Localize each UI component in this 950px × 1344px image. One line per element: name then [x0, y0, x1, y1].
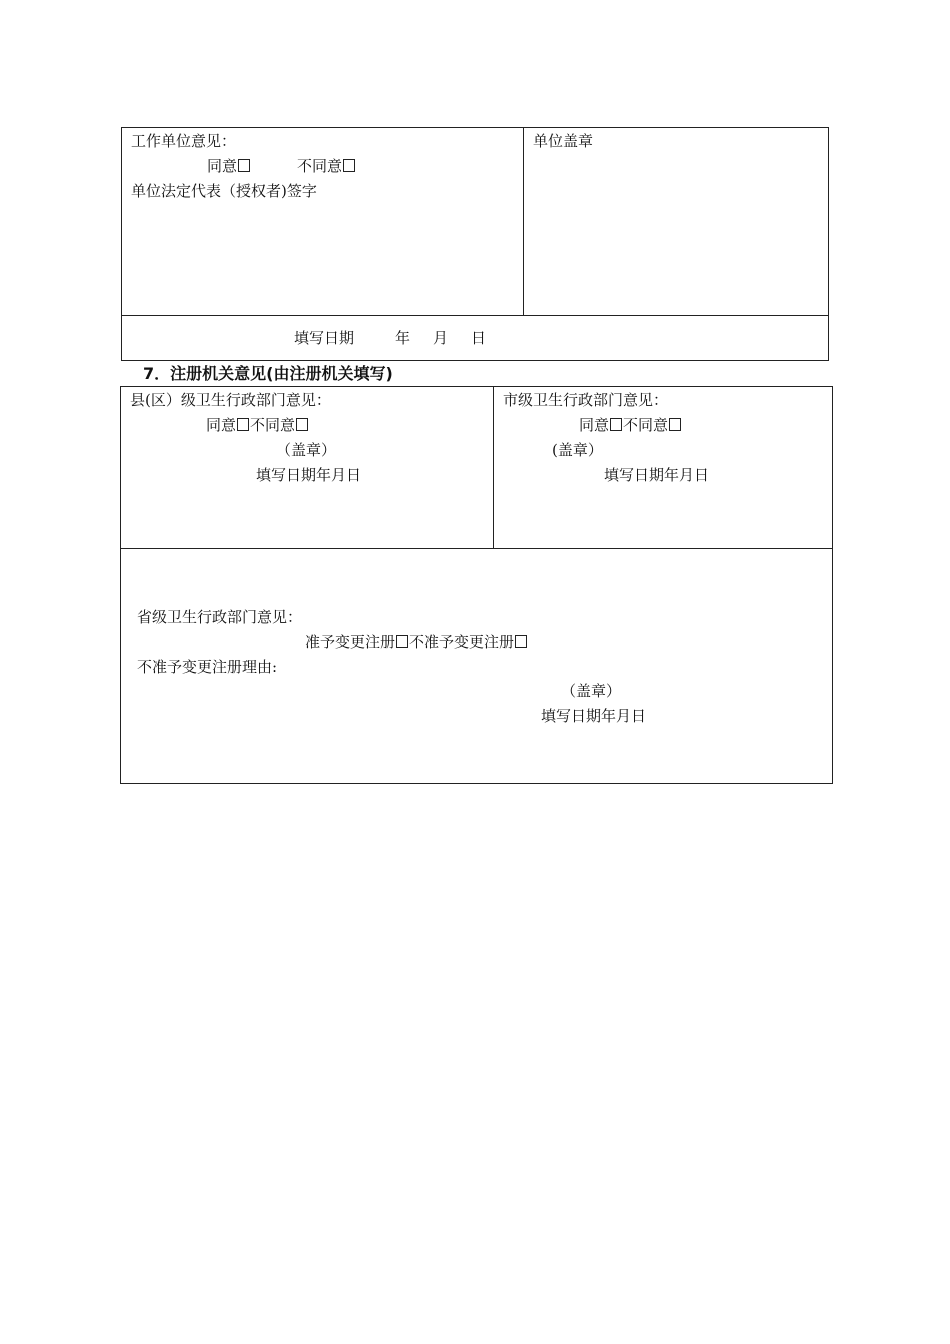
reject-checkbox[interactable] — [515, 635, 527, 648]
county-agree-label: 同意 — [206, 416, 237, 434]
county-options — [206, 415, 309, 435]
registration-vertical-divider — [493, 386, 494, 549]
province-date: 填写日期年月日 — [541, 707, 647, 725]
unit-agree-option[interactable] — [207, 156, 251, 176]
province-opinion-label: 省级卫生行政部门意见： — [137, 608, 303, 626]
unit-seal-label: 单位盖章 — [533, 132, 594, 150]
county-seal: （盖章） — [276, 441, 337, 459]
registration-table — [120, 386, 833, 784]
city-disagree-label: 不同意 — [623, 416, 669, 434]
county-date: 填写日期年月日 — [256, 466, 362, 484]
unit-disagree-option[interactable] — [297, 156, 356, 176]
unit-date-label: 填写日期 — [294, 329, 355, 347]
disagree-label: 不同意 — [297, 157, 343, 175]
county-disagree-checkbox[interactable] — [296, 418, 308, 431]
section-heading: 7．注册机关意见(由注册机关填写) — [143, 364, 393, 383]
agree-label: 同意 — [207, 157, 238, 175]
city-agree-label: 同意 — [579, 416, 610, 434]
reject-label: 不准予变更注册 — [409, 633, 515, 651]
province-options — [305, 632, 528, 652]
unit-opinion-label: 工作单位意见： — [131, 132, 237, 150]
unit-date-year: 年 — [395, 329, 411, 347]
unit-date-month: 月 — [433, 329, 449, 347]
signature-label: 单位法定代表（授权者)签字 — [131, 182, 317, 200]
city-disagree-checkbox[interactable] — [669, 418, 681, 431]
city-options — [579, 415, 682, 435]
province-seal: （盖章） — [561, 682, 622, 700]
reject-reason-label: 不准予变更注册理由: — [137, 658, 278, 676]
county-disagree-label: 不同意 — [250, 416, 296, 434]
approve-label: 准予变更注册 — [305, 633, 396, 651]
city-date: 填写日期年月日 — [604, 466, 710, 484]
county-opinion-label: 县(区）级卫生行政部门意见： — [130, 391, 331, 409]
county-agree-checkbox[interactable] — [237, 418, 249, 431]
city-seal: (盖章） — [552, 441, 603, 459]
registration-horizontal-divider — [120, 548, 833, 549]
agree-checkbox[interactable] — [238, 159, 250, 172]
unit-table-horizontal-divider — [121, 315, 829, 316]
unit-date-day: 日 — [471, 329, 487, 347]
city-agree-checkbox[interactable] — [610, 418, 622, 431]
unit-table-vertical-divider — [523, 127, 524, 316]
city-opinion-label: 市级卫生行政部门意见： — [503, 391, 669, 409]
disagree-checkbox[interactable] — [343, 159, 355, 172]
approve-checkbox[interactable] — [396, 635, 408, 648]
